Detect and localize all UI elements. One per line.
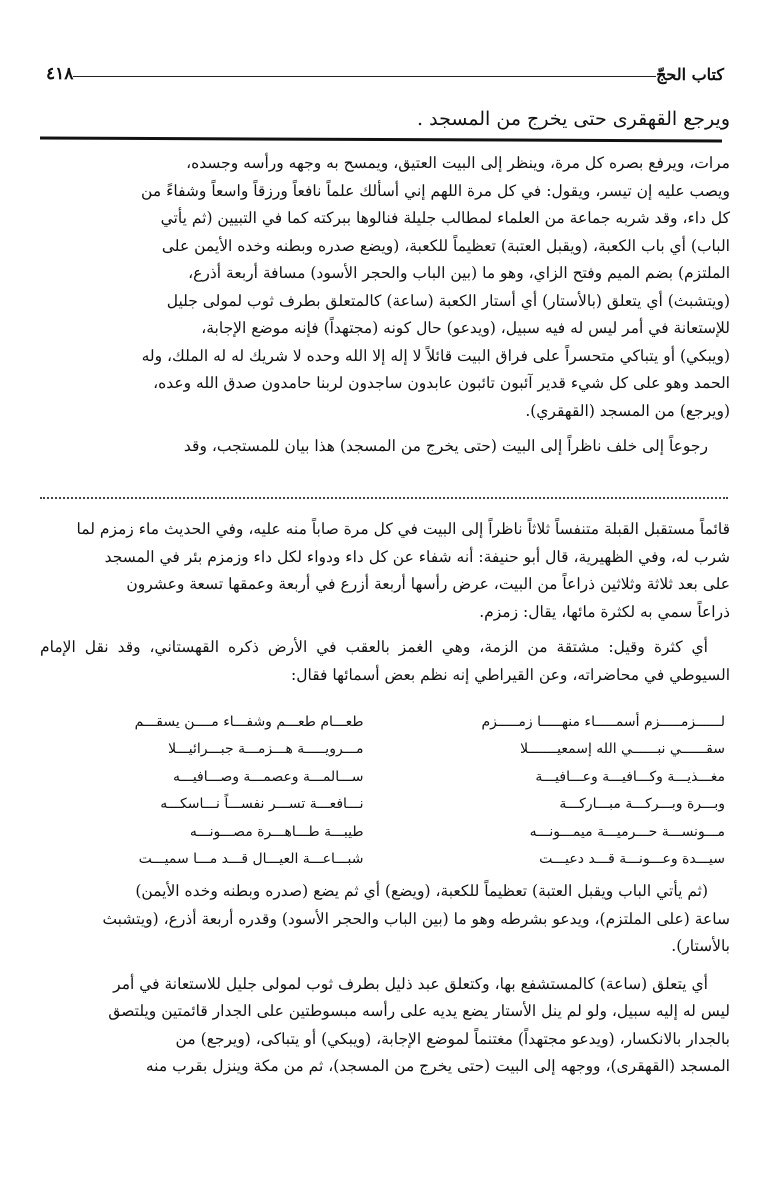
commentary-line: (ويرجع) من المسجد (القهقري). — [525, 401, 730, 420]
poem-verse — [40, 818, 725, 846]
footnote-line: أي يتعلق (ساعة) كالمستشفع بها، وكتعلق عبد ذليل بطرف ثوب لمولى جليل للاستعانة في أمر — [113, 974, 708, 993]
poem-hemistich-left: نـــافعـــة تســـر نفســـاً نـــاسكـــه — [160, 796, 364, 813]
running-header — [40, 58, 730, 84]
matn-separator-rule — [40, 137, 722, 143]
footnote-line: على بعد ثلاثة وثلاثين ذراعاً من البيت، عرض رأسها أربعة أزرع في أربعة وعمقها تسعة وعشرون — [126, 575, 730, 593]
poem-hemistich-right: لــــــزمـــــزم أسمـــــاء منهـــــا زمـــــزم — [481, 713, 725, 730]
poem-hemistich-right: مـــونســـة حـــرميـــة ميمـــونـــه — [529, 823, 725, 840]
commentary-line: الملتزم) بضم الميم وفتح الزاي، وهو ما (بين الباب والحجر الأسود) مسافة أربعة أذرع، — [188, 264, 730, 282]
poem-hemistich-right: سيـــدة وعـــونـــة قـــد دعيـــت — [539, 851, 725, 868]
footnote-section-multazam — [40, 878, 730, 1081]
footnote-line: شرب له، وفي الظهيرية، قال أبو حنيفة: أنه شفاء عن كل داء ودواء لكل داء وزمزم بئر في المسجد — [104, 547, 730, 566]
poem-hemistich-right: وبـــرة وبـــركـــة مبـــاركـــة — [559, 796, 725, 813]
commentary-line: الباب) أي باب الكعبة، (ويقبل العتبة) تعظيماً للكعبة، (ويضع صدره وبطنه وخده الأيمن على — [161, 236, 730, 255]
footnote-dotted-separator — [40, 497, 728, 503]
poem-verse — [40, 763, 725, 791]
matn-text: ويرجع القهقرى حتى يخرج من المسجد . — [417, 108, 730, 130]
poem-hemistich-left: طيبـــة طـــاهـــرة مصـــونـــه — [189, 823, 364, 840]
commentary-paragraph: رجوعاً إلى خلف ناظراً إلى البيت (حتى يخرج من المسجد) هذا بيان للمستجب، وقد — [183, 437, 708, 455]
footnote-line: المسجد (القهقرى)، ووجهه إلى البيت (حتى يخرج من المسجد)، ثم من مكة وينزل بقرب منه — [145, 1057, 730, 1075]
poem-zamzam-names — [40, 708, 725, 873]
commentary-line: مرات، ويرفع بصره كل مرة، وينظر إلى البيت العتيق، ويمسح به وجهه ورأسه وجسده، — [186, 154, 730, 172]
book-title: كتاب الحجّ — [656, 65, 724, 84]
header-rule — [73, 76, 656, 77]
footnote-line: قائماً مستقبل القبلة متنفساً ثلاثاً ناظراً إلى البيت في كل مرة صاباً منه عليه، وفي الحديث ماء زمزم لما — [76, 520, 730, 538]
commentary-line: للإستعانة في أمر ليس له فيه سبيل، (ويدعو) حال كونه (مجتهداً) فإنه موضع الإجابة، — [201, 319, 730, 337]
footnote-line: ليس له إليه سبيل، ولو لم ينل الأستار يضع يديه على رأسه مبسوطتين على الجدار قائمتين ويلتصق — [108, 1002, 730, 1020]
commentary-line: (ويبكي) أو يتباكي متحسراً على فراق البيت قائلاً لا إله إلا الله وحده لا شريك له له الملك، وله — [141, 346, 730, 365]
footnote-line: ذراعاً سمي به لكثرة مائها، يقال: زمزم. — [479, 602, 730, 621]
footnote-section-zamzam — [40, 516, 730, 689]
poem-hemistich-right: مغـــذيـــة وكـــافيـــة وعـــافيـــة — [535, 768, 725, 785]
commentary-line: الحمد وهو على كل شيء قدير آئبون تائبون عابدون ساجدون لربنا حامدون صدق الله وعده، — [153, 374, 730, 392]
poem-verse — [40, 846, 725, 874]
footnote-line: ساعة (على الملتزم)، ويدعو بشرطه وهو ما (بين الباب والحجر الأسود) وقدره أربعة أذرع، (ويتشبث — [102, 909, 730, 928]
commentary-line: ويصب عليه إن تيسر، ويقول: في كل مرة اللهم إني أسألك علماً نافعاً ورزقاً واسعاً وشفاءً من — [141, 181, 730, 200]
poem-hemistich-right: سقــــــي نبــــــي الله إسمعيـــــــلا — [520, 741, 725, 758]
footnote-line: (ثم يأتي الباب ويقبل العتبة) تعظيماً للكعبة، (ويضع) أي ثم يضع (صدره وبطنه وخده الأيمن) — [135, 882, 708, 900]
commentary-line: (ويتشبث) أي يتعلق (بالأستار) أي أستار الكعبة (ساعة) كالمتعلق بطرف ثوب لمولى جليل — [166, 291, 730, 310]
footnote-line: بالأستار). — [671, 937, 730, 955]
poem-hemistich-left: ســـالمـــة وعصمـــة وصـــافيـــه — [173, 768, 364, 785]
footnote-line: بالجدار بالانكسار، (ويدعو مجتهداً) مغتنماً لموضع الإجابة، (ويبكي) أو يتباكى، (ويرجع) من — [175, 1029, 730, 1048]
poem-hemistich-left: شبـــاعـــة العيـــال قـــد مـــا سميـــت — [138, 851, 364, 868]
poem-hemistich-left: مـــرويـــــة هـــزمـــة جبـــرائيـــلا — [168, 741, 364, 758]
poem-verse — [40, 736, 725, 764]
poem-verse — [40, 708, 725, 736]
footnote-paragraph: أي كثرة وقيل: مشتقة من الزمة، وهي الغمز بالعقب في الأرض ذكره القهستاني، وقد نقل الإمام السيوطي في محاضراته، وعن القيراطي إنه نظم بعض أسمائها فقال: — [40, 638, 730, 684]
page-number: ٤١٨ — [46, 64, 74, 84]
commentary-line: كل داء، وقد شربه جماعة من العلماء لمطالب جليلة فنالوها ببركته كما في التبيين (ثم يأتي — [160, 209, 730, 227]
poem-hemistich-left: طعـــام طعـــم وشفـــاء مــــن يسقـــم — [134, 713, 364, 730]
poem-verse — [40, 791, 725, 819]
commentary-section — [40, 150, 730, 461]
